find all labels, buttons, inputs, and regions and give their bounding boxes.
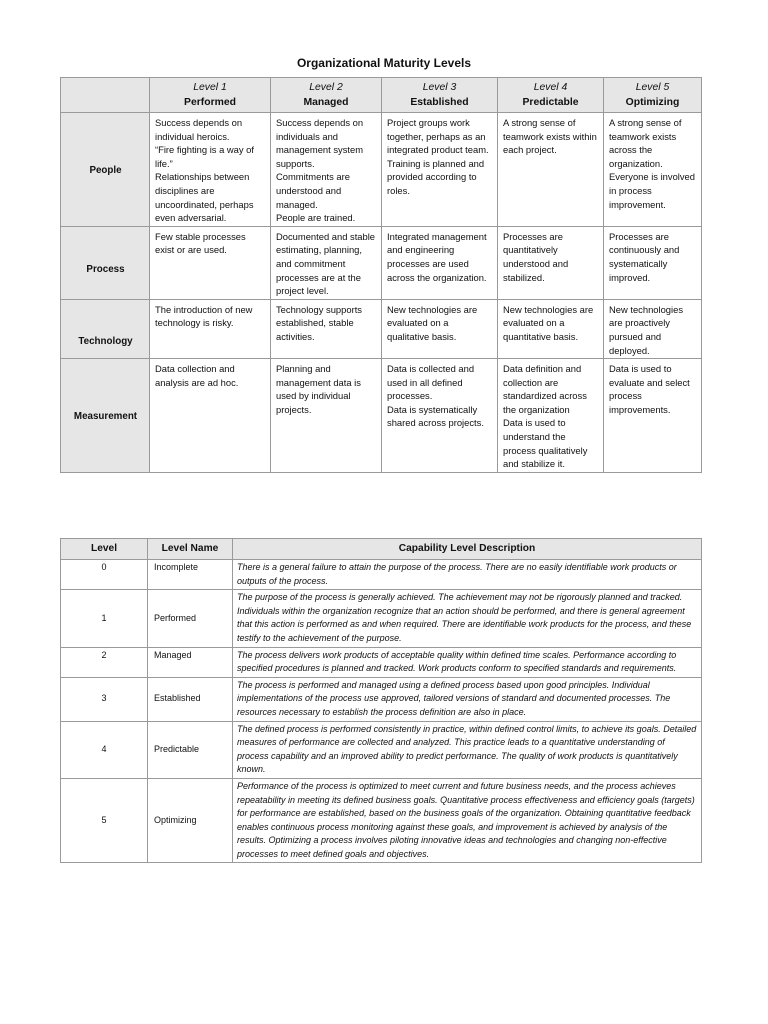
- level-number: 4: [61, 721, 148, 778]
- cell-line: Technology supports established, stable activities.: [276, 303, 362, 342]
- level-number: Level 3: [422, 82, 457, 93]
- description-column-header: Capability Level Description: [233, 539, 702, 560]
- level-name: Performed: [184, 97, 236, 108]
- corner-cell: [61, 78, 150, 113]
- maturity-header-row: [61, 78, 702, 113]
- row-label-technology: Technology: [61, 299, 150, 358]
- cell-measurement-level-3: [382, 359, 498, 473]
- table-row: [61, 647, 702, 677]
- cell-people-level-5: [604, 113, 702, 227]
- maturity-table-title: Organizational Maturity Levels: [296, 56, 472, 70]
- level-3-header: [382, 78, 498, 113]
- cell-line: New technologies are proactively pursued and deployed.: [609, 303, 684, 356]
- cell-process-level-4: [498, 226, 604, 299]
- cell-people-level-2: [271, 113, 382, 227]
- level-name: Managed: [148, 647, 233, 677]
- level-name: Managed: [303, 97, 349, 108]
- level-description: There is a general failure to attain the purpose of the process. There are no easily identifiable work products or outputs of the process.: [233, 560, 702, 590]
- cell-line: Data is systematically shared across projects.: [387, 403, 484, 429]
- cell-measurement-level-2: [271, 359, 382, 473]
- level-name: Performed: [148, 590, 233, 647]
- cell-technology-level-1: [150, 299, 271, 358]
- level-2-header: [271, 78, 382, 113]
- level-number: 1: [61, 590, 148, 647]
- table-row: [61, 721, 702, 778]
- level-number: Level 1: [193, 82, 227, 93]
- cell-line: Documented and stable estimating, planning, and commitment processes are at the project level.: [276, 230, 376, 297]
- level-description: The process is performed and managed using a defined process based upon good principles. Individual implementations of the process use approved, tailored versions of standard and documented processes. The resources necessary to establish the process definition are also in place.: [233, 677, 702, 721]
- level-4-header: [498, 78, 604, 113]
- cell-line: A strong sense of teamwork exists within each project.: [503, 117, 597, 156]
- maturity-levels-table: [60, 77, 702, 473]
- cell-line: Processes are continuously and systematically improved.: [609, 230, 680, 283]
- level-description: Performance of the process is optimized to meet current and future business needs, and the process achieves repeatability in meeting its defined business goals. Quantitative process effectiveness and efficiency goals (targets) for performance are established, based on the business goals of the organization. Obtaining quantitative feedback enables continuous process monitoring against these goals, and improvement is achieved by analysis of the results. Optimizing a process involves piloting innovative ideas and technologies and changing non-effective processes to meet defined goals and objectives.: [233, 778, 702, 863]
- level-name: Optimizing: [625, 97, 680, 108]
- cell-line: Relationships between disciplines are uncoordinated, perhaps even adversarial.: [155, 171, 254, 224]
- cell-line: Planning and management data is used by individual projects.: [276, 363, 361, 415]
- cell-line: The introduction of new technology is risky.: [155, 303, 253, 329]
- cell-technology-level-2: [271, 299, 382, 358]
- cell-line: Data collection and analysis are ad hoc.: [155, 363, 239, 388]
- capability-header-row: [61, 539, 702, 560]
- level-name: Optimizing: [148, 778, 233, 863]
- level-number: Level 2: [309, 82, 343, 93]
- table-row: [61, 778, 702, 863]
- level-number: Level 4: [533, 82, 568, 93]
- cell-technology-level-5: [604, 299, 702, 358]
- level-description: The purpose of the process is generally achieved. The achievement may not be rigorously planned and tracked. Individuals within the organization recognize that an action should be performed, and there is general agreement that this action is performed as and when required. There are identifiable work products for the process, and these testify to the achievement of the purpose.: [233, 590, 702, 647]
- maturity-row-measurement: [61, 359, 702, 473]
- level-name: Predictable: [148, 721, 233, 778]
- maturity-row-process: [61, 226, 702, 299]
- table-row: [61, 560, 702, 590]
- cell-line: New technologies are evaluated on a quantitative basis.: [503, 303, 594, 342]
- level-5-header: [604, 78, 702, 113]
- cell-process-level-1: [150, 226, 271, 299]
- cell-line: A strong sense of teamwork exists across the organization.: [609, 117, 682, 169]
- cell-line: Training is planned and provided according to roles.: [387, 157, 485, 196]
- cell-line: Few stable processes exist or are used.: [155, 230, 246, 256]
- level-number: Level 5: [635, 82, 670, 93]
- cell-line: Success depends on individuals and management system supports.: [276, 117, 364, 169]
- cell-measurement-level-4: [498, 359, 604, 473]
- cell-technology-level-3: [382, 299, 498, 358]
- cell-line: Data is collected and used in all defined processes.: [387, 363, 475, 402]
- level-number: 5: [61, 778, 148, 863]
- cell-line: Everyone is involved in process improvement.: [609, 171, 695, 210]
- cell-line: Data definition and collection are standardized across the organization: [503, 363, 587, 415]
- cell-people-level-1: [150, 113, 271, 227]
- level-name: Established: [410, 97, 469, 108]
- level-name: Predictable: [522, 97, 579, 108]
- cell-measurement-level-1: [150, 359, 271, 473]
- row-label-process: Process: [61, 226, 150, 299]
- cell-process-level-2: [271, 226, 382, 299]
- cell-line: “Fire fighting is a way of life.”: [155, 144, 254, 169]
- level-description: The process delivers work products of acceptable quality within defined time scales. Performance according to specified procedures is planned and tracked. Work products conform to specified standards and requirements.: [233, 647, 702, 677]
- row-label-people: People: [61, 113, 150, 227]
- cell-process-level-5: [604, 226, 702, 299]
- level-1-header: [150, 78, 271, 113]
- cell-line: Project groups work together, perhaps as an integrated product team.: [387, 117, 489, 156]
- level-name: Established: [148, 677, 233, 721]
- level-number: 3: [61, 677, 148, 721]
- cell-measurement-level-5: [604, 359, 702, 473]
- cell-line: Integrated management and engineering processes are used across the organization.: [387, 230, 487, 283]
- cell-line: People are trained.: [276, 212, 356, 224]
- level-description: The defined process is performed consistently in practice, within defined control limits, to achieve its goals. Detailed measures of performance are collected and analyzed. This practice leads to a quantitative understanding of process capability and an improved ability to predict performance. The quality of work products is quantitatively known.: [233, 721, 702, 778]
- maturity-row-technology: [61, 299, 702, 358]
- cell-line: New technologies are evaluated on a qualitative basis.: [387, 303, 478, 342]
- level-name: Incomplete: [148, 560, 233, 590]
- level-name-column-header: Level Name: [148, 539, 233, 560]
- cell-line: Commitments are understood and managed.: [276, 171, 350, 210]
- capability-levels-table: [60, 538, 702, 863]
- table-row: [61, 677, 702, 721]
- cell-line: Data is used to understand the process qualitatively and stabilize it.: [503, 417, 588, 470]
- level-column-header: Level: [61, 539, 148, 560]
- cell-technology-level-4: [498, 299, 604, 358]
- row-label-measurement: Measurement: [61, 359, 150, 473]
- cell-line: Data is used to evaluate and select process improvements.: [609, 363, 690, 415]
- cell-process-level-3: [382, 226, 498, 299]
- cell-people-level-3: [382, 113, 498, 227]
- level-number: 2: [61, 647, 148, 677]
- cell-line: Success depends on individual heroics.: [155, 117, 243, 142]
- level-number: 0: [61, 560, 148, 590]
- cell-line: Processes are quantitatively understood and stabilized.: [503, 230, 569, 283]
- cell-people-level-4: [498, 113, 604, 227]
- maturity-row-people: [61, 113, 702, 227]
- table-row: [61, 590, 702, 647]
